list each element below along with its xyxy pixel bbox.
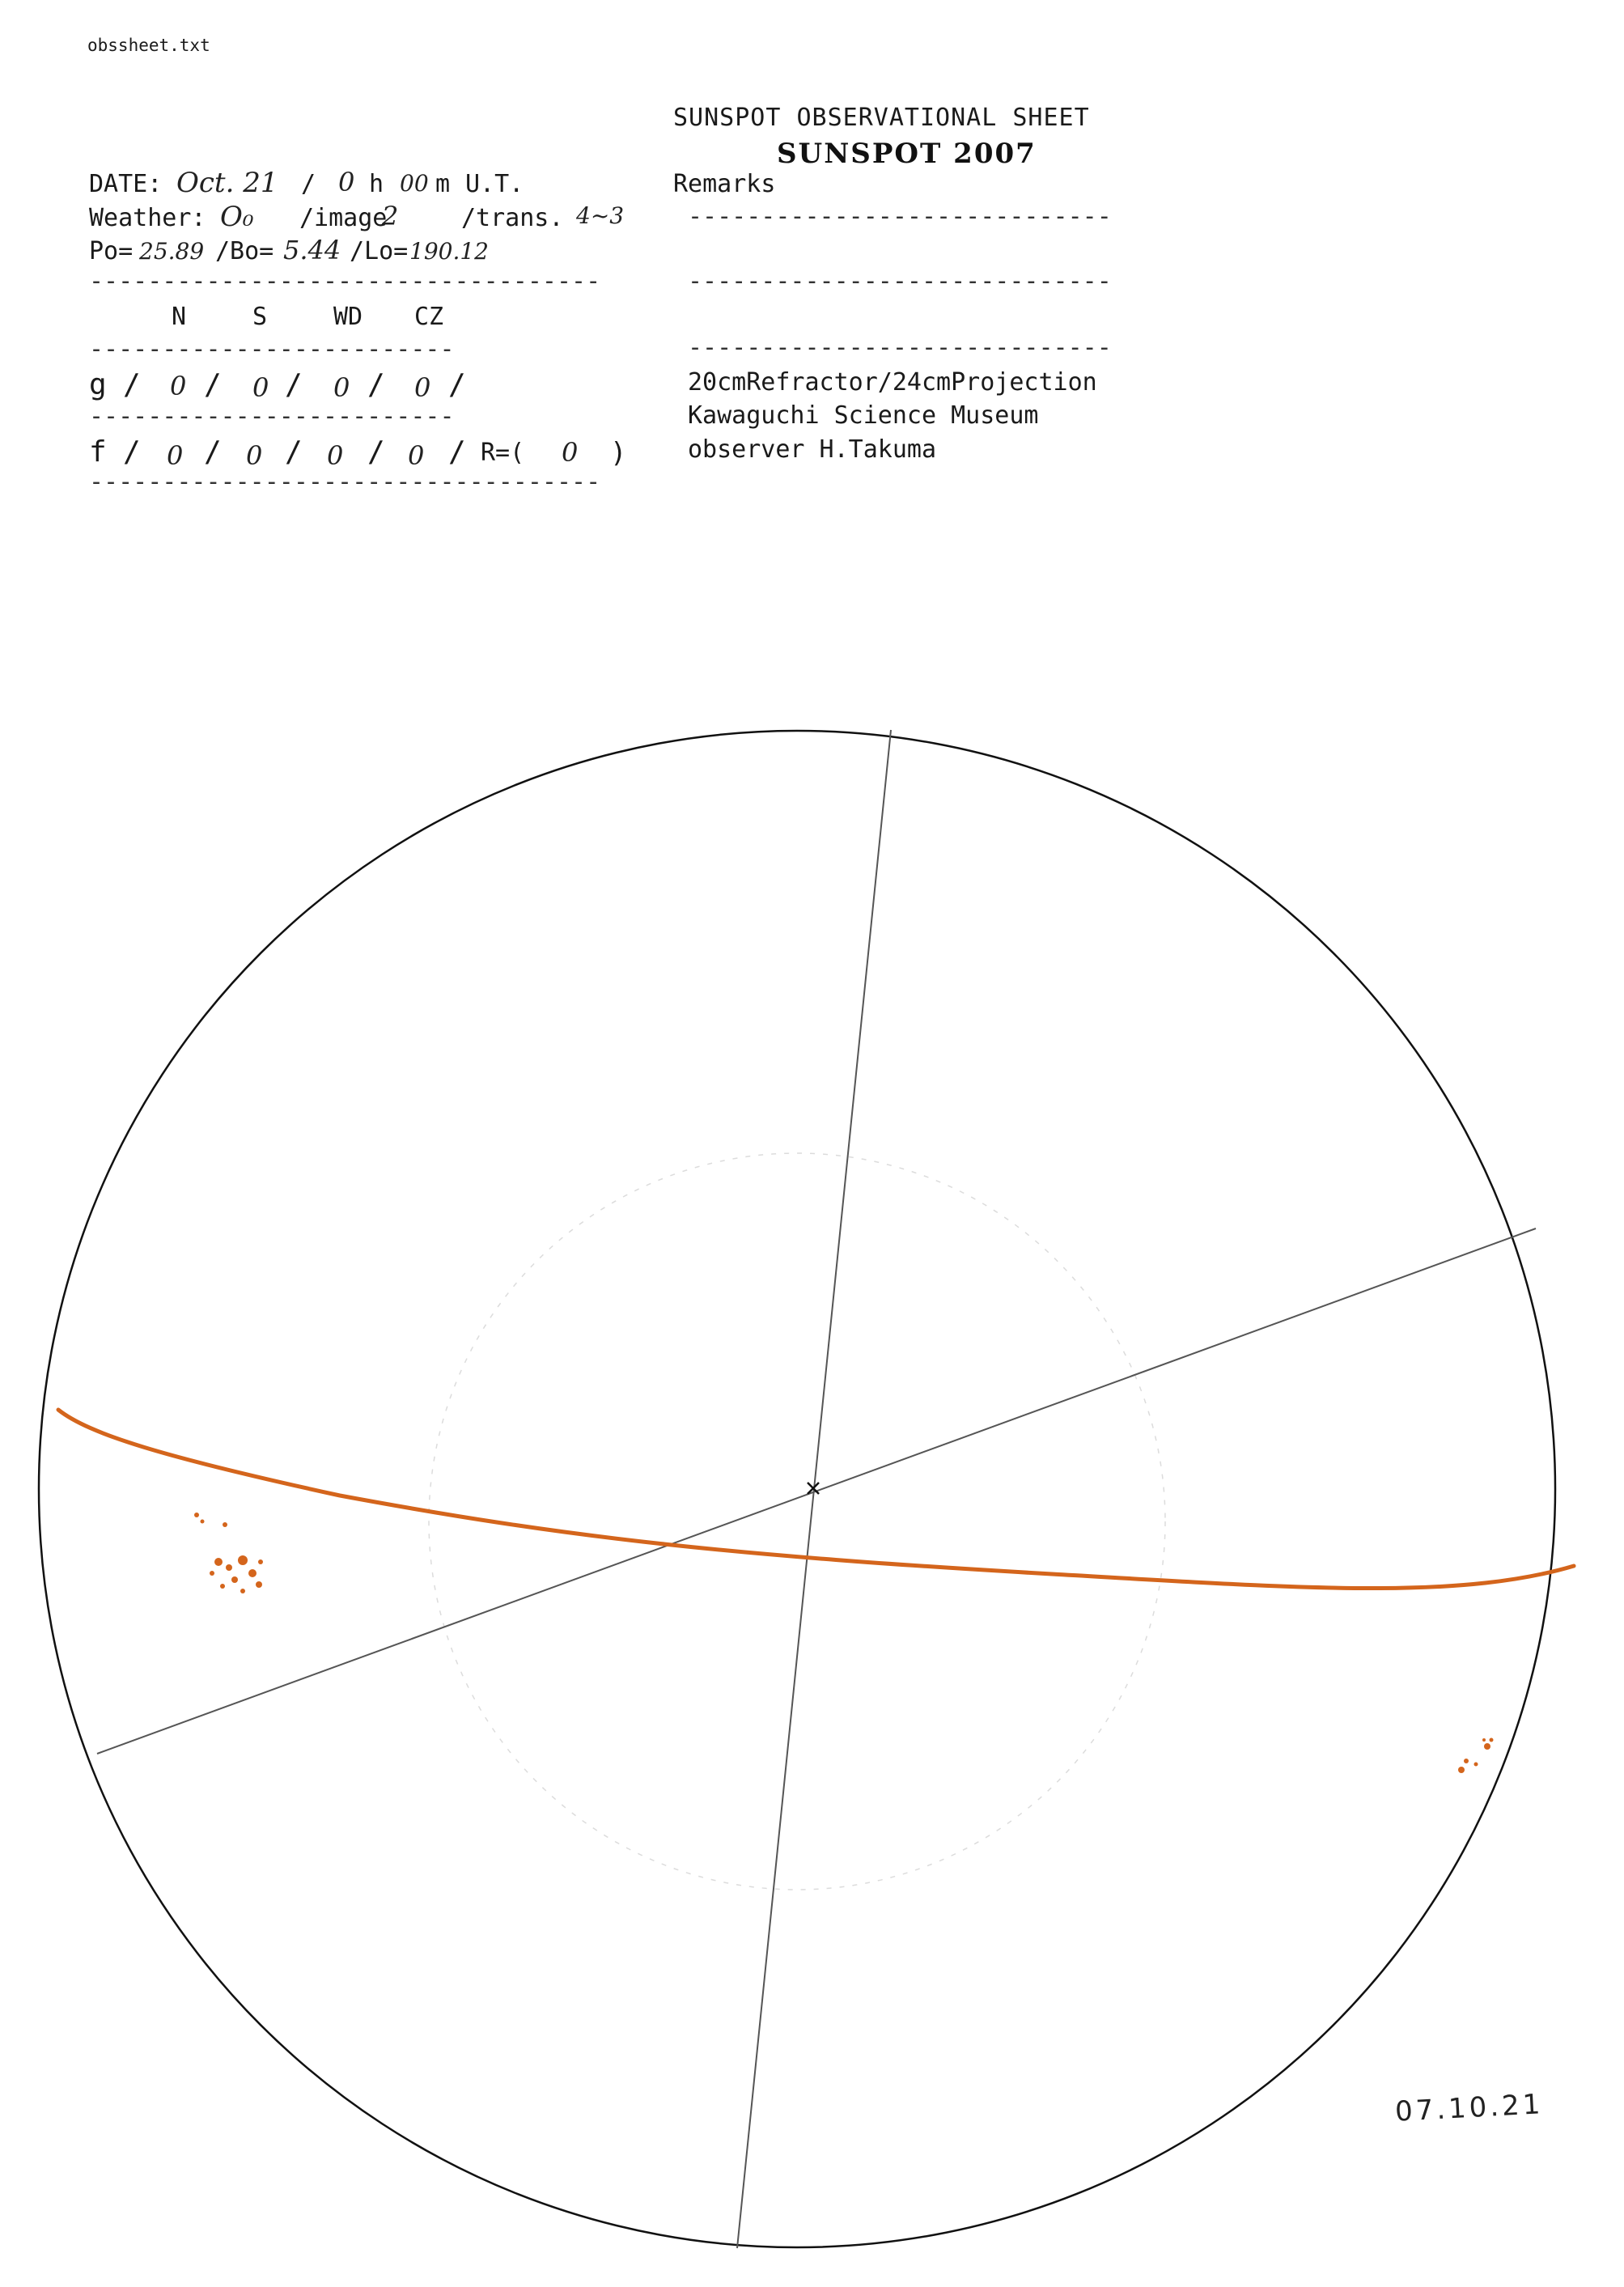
remarks-line-2: ----------------------------- [688,267,1112,295]
divider-header: ------------------------- [89,335,455,363]
remarks-line-3: ----------------------------- [688,333,1112,362]
date-label: DATE: [89,170,163,198]
f-value-wd: 0 [327,440,344,471]
f-slash: / [204,435,222,469]
g-slash: / [123,368,141,401]
f-value-s: 0 [246,440,263,471]
g-value-cz: 0 [414,372,431,403]
g-row-label: g [89,368,107,401]
remarks-label: Remarks [673,170,776,198]
weather-value: O₀ [220,201,254,233]
lo-label: /Lo= [350,237,409,265]
sunspot-group-east [194,1513,263,1593]
observer-text: observer H.Takuma [688,435,937,464]
bo-value: 5.44 [283,235,341,265]
col-header-cz: CZ [414,303,444,331]
file-name: obssheet.txt [87,36,210,55]
divider-top: ----------------------------------- [89,267,601,295]
solar-disk-outline [39,731,1555,2247]
weather-label: Weather: [89,204,206,232]
col-header-n: N [172,303,187,331]
f-value-cz: 0 [408,440,425,471]
image-label: /image [299,204,388,232]
trans-value: 4~3 [576,202,625,229]
col-header-wd: WD [333,303,363,331]
r-value: 0 [562,437,579,468]
f-slash: / [367,435,385,469]
po-label: Po= [89,237,134,265]
date-stamp: 07.10.21 [1394,2088,1545,2128]
divider-bottom: ----------------------------------- [89,468,601,496]
remarks-line-1: ----------------------------- [688,202,1112,231]
date-value: Oct. 21 [176,167,278,199]
f-slash: / [123,435,141,469]
sunspot-group-west [1458,1738,1494,1774]
time-hour-unit: h [369,170,384,198]
instrument-text: 20cmRefractor/24cmProjection [688,368,1097,397]
trans-label: /trans. [461,204,564,232]
time-hour-value: 0 [338,167,355,197]
f-slash: / [285,435,303,469]
col-header-s: S [252,303,268,331]
r-label: R=( [481,439,525,467]
g-value-s: 0 [252,372,269,403]
inner-guide-circle [429,1153,1165,1890]
divider-middle: ------------------------- [89,402,455,431]
bo-label: /Bo= [215,237,274,265]
po-value: 25.89 [139,238,205,265]
g-value-wd: 0 [333,372,350,403]
time-suffix: U.T. [465,170,524,198]
time-separator: / [301,170,316,198]
time-minute-unit: m [435,170,451,198]
r-close: ) [610,437,627,469]
g-slash: / [204,368,222,401]
time-minute-value: 00 [400,170,429,197]
g-value-n: 0 [170,371,187,401]
f-slash: / [448,435,466,469]
image-value: 2 [382,201,399,231]
g-slash: / [448,368,466,401]
f-row-label: f [89,435,107,469]
g-slash: / [367,368,385,401]
equator-curve [58,1410,1574,1589]
lo-value: 190.12 [409,238,489,265]
f-value-n: 0 [167,440,184,471]
year-stamp: SUNSPOT 2007 [777,138,1037,170]
g-slash: / [285,368,303,401]
sheet-title: SUNSPOT OBSERVATIONAL SHEET [673,104,1090,132]
museum-text: Kawaguchi Science Museum [688,401,1039,430]
